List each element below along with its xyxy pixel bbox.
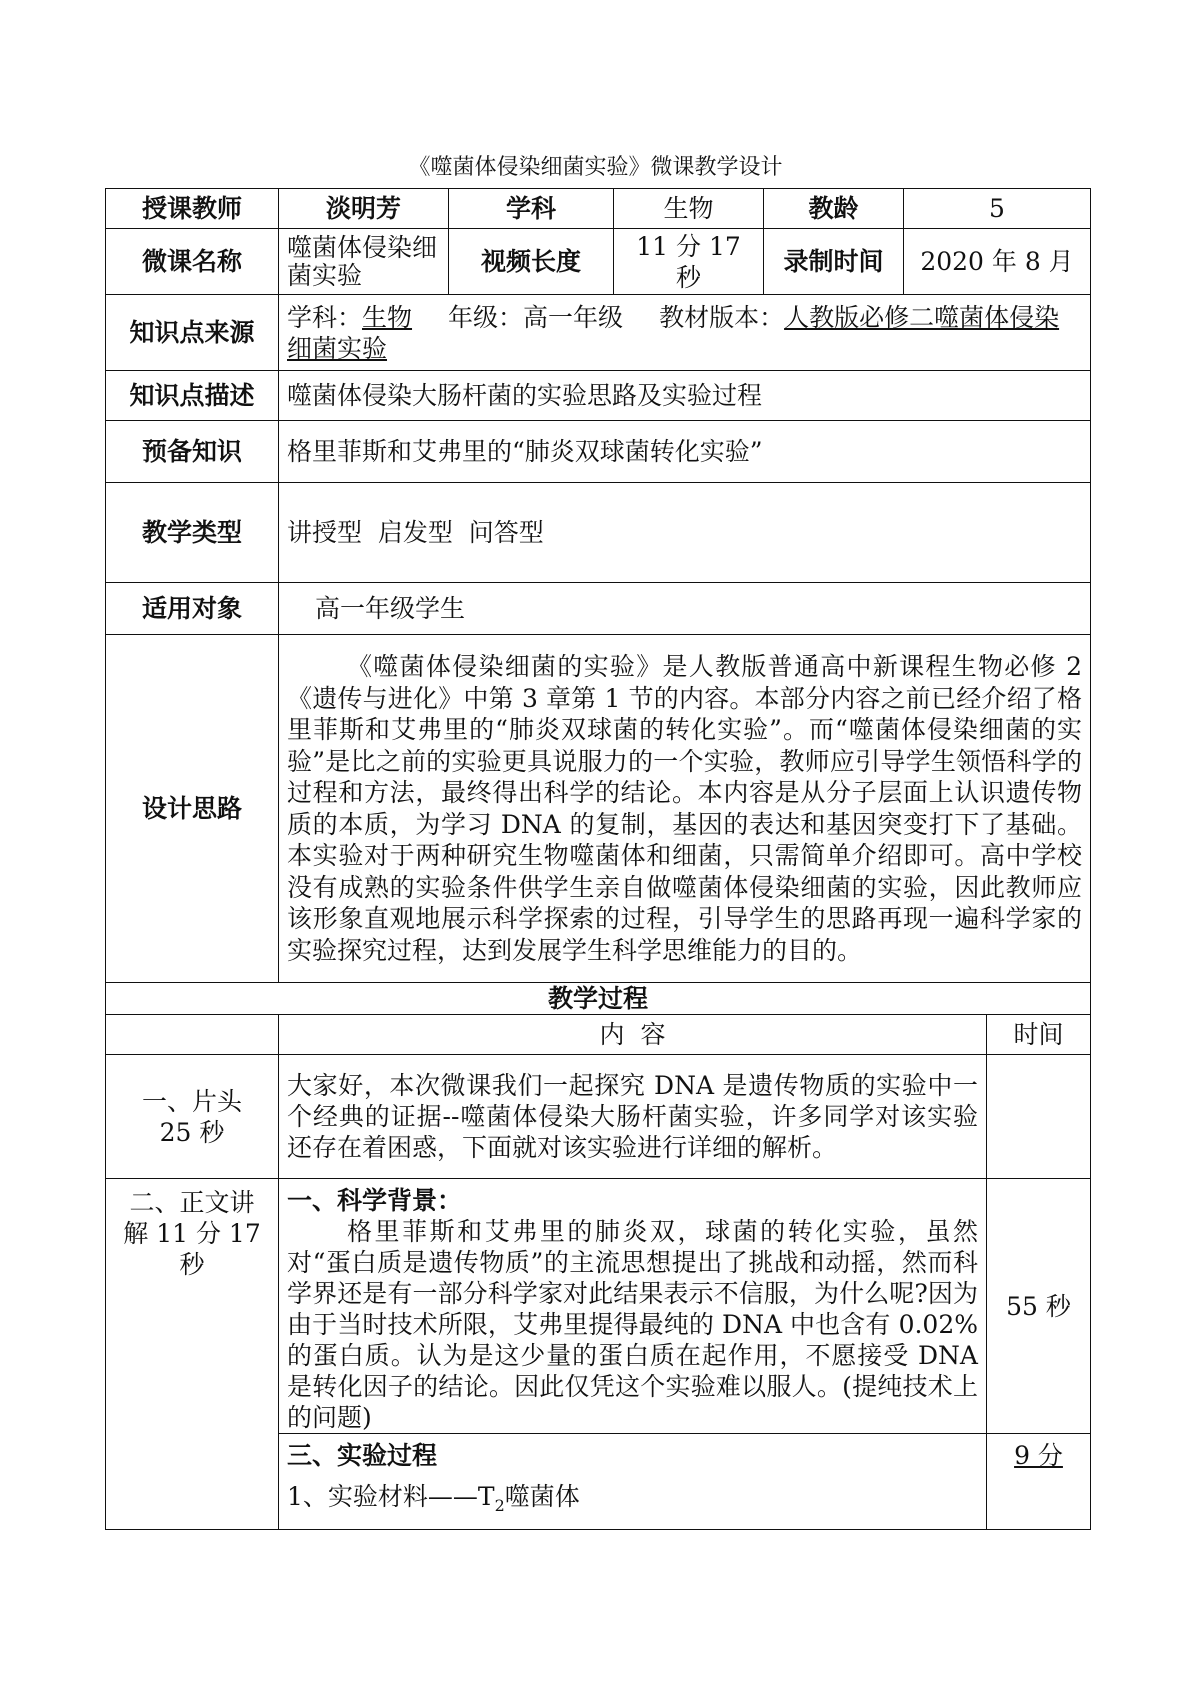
source-textbook-prefix: 教材版本： [659,302,785,332]
row-audience [106,583,1091,635]
course-name-value: 噬菌体侵染细菌实验 [279,229,449,295]
time-header: 时间 [987,1015,1091,1055]
page-title: 《噬菌体侵染细菌实验》微课教学设计 [408,155,783,180]
source-value [279,295,1091,371]
lesson-design-table [105,188,1091,1530]
years-label: 教龄 [764,189,904,229]
teacher-value: 淡明芳 [279,189,449,229]
row-teacher [106,189,1091,229]
time-experiment [987,1434,1091,1530]
description-label: 知识点描述 [106,371,279,421]
row-type [106,483,1091,583]
type-value: 讲授型 启发型 问答型 [279,483,1091,583]
audience-label: 适用对象 [106,583,279,635]
source-grade-prefix: 年级： [448,302,524,332]
row-course [106,229,1091,295]
row-prereq [106,421,1091,483]
type-label: 教学类型 [106,483,279,583]
prereq-value: 格里菲斯和艾弗里的“肺炎双球菌转化实验” [279,421,1091,483]
experiment-material-prefix: 1、实验材料——T [287,1482,495,1511]
section-background-title: 一、科学背景： [287,1186,463,1215]
experiment-material-item [287,1481,978,1521]
content-intro: 大家好，本次微课我们一起探究 DNA 是遗传物质的实验中一个经典的证据--噬菌体侵染大肠杆菌实验，许多同学对该实验还存在着困惑，下面就对该实验进行详细的解析。 [279,1055,987,1179]
video-length-value: 11 分 17 秒 [614,229,764,295]
design-label: 设计思路 [106,635,279,983]
content-experiment [279,1434,987,1530]
row-process-columns [106,1015,1091,1055]
stage-header-empty [106,1015,279,1055]
subject-label: 学科 [449,189,614,229]
time-experiment-value: 9 分 [1014,1441,1063,1470]
row-process-header [106,983,1091,1015]
prereq-label: 预备知识 [106,421,279,483]
time-main: 55 秒 [987,1179,1091,1434]
process-header: 教学过程 [106,983,1091,1015]
stage-intro: 一、片头 25 秒 [106,1055,279,1179]
row-source [106,295,1091,371]
process-row-intro [106,1055,1091,1179]
experiment-material-sub: 2 [494,1496,505,1515]
source-subject-prefix: 学科： [287,302,363,332]
experiment-material-suffix: 噬菌体 [504,1482,580,1511]
source-grade: 高一年级 [523,302,624,332]
time-intro [987,1055,1091,1179]
row-design [106,635,1091,983]
audience-value: 高一年级学生 [279,583,1091,635]
source-textbook: 人教版必修二噬菌体侵染细菌实验 [287,302,1060,363]
content-main [279,1179,987,1434]
subject-value: 生物 [614,189,764,229]
description-value: 噬菌体侵染大肠杆菌的实验思路及实验过程 [279,371,1091,421]
teacher-label: 授课教师 [106,189,279,229]
stage-main: 二、正文讲解 11 分 17 秒 [106,1179,279,1530]
section-background-text: 格里菲斯和艾弗里的肺炎双，球菌的转化实验，虽然对“蛋白质是遗传物质”的主流思想提出了挑战和动摇，然而科学界还是有一部分科学家对此结果表示不信服，为什么呢?因为由于当时技术所限，艾弗里提得最纯的 DNA 中也含有 0.02%的蛋白质。认为是这少量的蛋白质在起作用，不愿接受 DNA 是转化因子的结论。因此仅凭这个实验难以服人。(提纯技术上的问题) [287,1217,978,1432]
record-time-value: 2020 年 8 月 [904,229,1091,295]
content-header: 内 容 [279,1015,987,1055]
section-experiment-title: 三、实验过程 [287,1441,438,1470]
video-length-label: 视频长度 [449,229,614,295]
row-description [106,371,1091,421]
years-value: 5 [904,189,1091,229]
record-time-label: 录制时间 [764,229,904,295]
source-subject: 生物 [362,302,413,332]
source-label: 知识点来源 [106,295,279,371]
process-row-main [106,1179,1091,1434]
course-name-label: 微课名称 [106,229,279,295]
design-value: 《噬菌体侵染细菌的实验》是人教版普通高中新课程生物必修 2《遗传与进化》中第 3 章第 1 节的内容。本部分内容之前已经介绍了格里菲斯和艾弗里的“肺炎双球菌的转化实验”。而“噬菌体侵染细菌的实验”是比之前的实验更具说服力的一个实验，教师应引导学生领悟科学的过程和方法，最终得出科学的结论。本内容是从分子层面上认识遗传物质的本质，为学习 DNA 的复制，基因的表达和基因突变打下了基础。本实验对于两种研究生物噬菌体和细菌，只需简单介绍即可。高中学校没有成熟的实验条件供学生亲自做噬菌体侵染细菌的实验，因此教师应该形象直观地展示科学探索的过程，引导学生的思路再现一遍科学家的实验探究过程，达到发展学生科学思维能力的目的。 [279,635,1091,983]
